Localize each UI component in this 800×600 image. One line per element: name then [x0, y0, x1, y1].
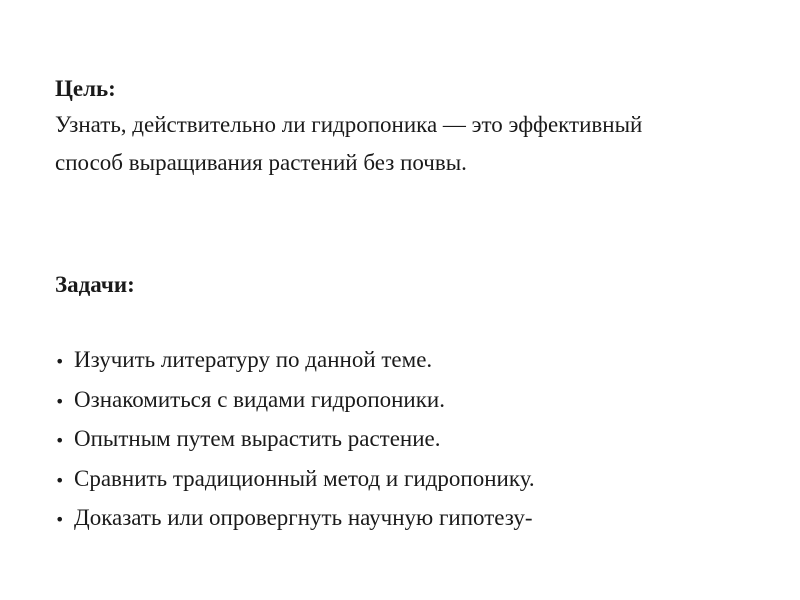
task-item-2	[55, 381, 755, 421]
task-text-3: Опытным путем вырастить растение.	[74, 426, 441, 451]
bullet-icon: •	[55, 510, 65, 529]
bullet-icon: •	[55, 352, 65, 371]
bullet-icon: •	[55, 431, 65, 450]
bullet-icon: •	[55, 391, 65, 411]
task-list	[55, 341, 755, 539]
tasks-heading: Задачи:	[55, 272, 135, 297]
task-item-1	[55, 341, 755, 381]
task-item-5	[55, 499, 755, 539]
task-text-4: Сравнить традиционный метод и гидропонику.	[74, 465, 535, 491]
slide-content	[55, 72, 755, 530]
goal-heading: Цель:	[55, 76, 116, 101]
task-text-2: Ознакомиться с видами гидропоники.	[74, 386, 445, 412]
bullet-icon: •	[55, 470, 65, 490]
task-text-1: Изучить литературу по данной теме.	[74, 347, 433, 372]
task-item-4	[55, 460, 755, 500]
goal-text: Узнать, действительно ли гидропоника — это эффективный способ выращивания растений без почвы.	[55, 112, 643, 175]
task-text-5: Доказать или опровергнуть научную гипотезу-	[74, 505, 533, 530]
task-item-3	[55, 420, 755, 460]
